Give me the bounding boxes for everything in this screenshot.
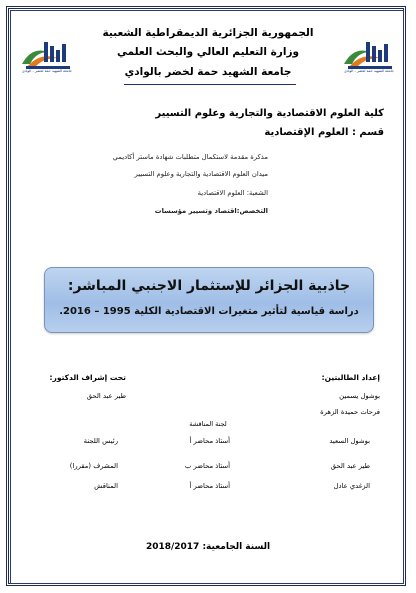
- republic-name: الجمهورية الجزائرية الديمقراطية الشعبية: [102, 27, 314, 39]
- thesis-subtitle: دراسة قياسية لتأثير متغيرات الاقتصادية الكلية 1995 – 2016.: [59, 306, 359, 317]
- committee-member-name: الزغدي عادل: [333, 482, 370, 490]
- faculty-name: كلية العلوم الاقتصادية والتجارية وعلوم التسيير: [155, 108, 384, 119]
- committee-member-rank: أستاذ محاضر أ: [189, 437, 230, 445]
- thesis-field: ميدان العلوم الاقتصادية والتجارية وعلوم التسيير: [134, 170, 268, 178]
- logo-left-caption: جامعة الشهيد حمة لخضر - الوادي: [22, 69, 72, 73]
- committee-member-name: طير عبد الحق: [330, 462, 370, 470]
- supervisor-label: تحت إشراف الدكتور:: [49, 373, 126, 382]
- supervisor-name: طير عبد الحق: [86, 392, 126, 400]
- committee-member-role: المناقش: [94, 482, 118, 490]
- authors-label: إعداد الطالبتين:: [321, 373, 380, 382]
- author-name: فرحات حميدة الزهرة: [320, 408, 380, 416]
- ministry-name: وزارة التعليم العالي والبحث العلمي: [116, 46, 300, 58]
- committee-member-role: المشرف (مقررا): [69, 462, 118, 470]
- thesis-note: مذكرة مقدمة لاستكمال متطلبات شهادة ماستر أكاديمي: [112, 153, 268, 161]
- committee-member-rank: أستاذ محاضر أ: [189, 482, 230, 490]
- academic-year: السنة الجامعية: 2018/2017: [145, 542, 271, 552]
- committee-title: لجنة المناقشة: [189, 420, 227, 428]
- thesis-title: جاذبية الجزائر للإستثمار الاجنبي المباشر:: [67, 278, 351, 294]
- thesis-branch: الشعبة: العلوم الاقتصادية: [197, 189, 268, 197]
- department-name: قسم : العلوم الإقتصادية: [264, 127, 384, 138]
- committee-member-rank: أستاذ محاضر ب: [184, 462, 230, 470]
- author-name: بوشول يسمين: [339, 392, 380, 400]
- committee-member-name: بوشول السعيد: [329, 437, 370, 445]
- thesis-title-box: [44, 267, 374, 333]
- university-name: جامعة الشهيد حمة لخضر بالوادي: [124, 66, 292, 78]
- header-underline: [124, 84, 296, 85]
- committee-member-role: رئيس اللجنة: [83, 437, 118, 445]
- thesis-specialty: التخصص:اقتصاد وتسيير مؤسسات: [154, 207, 268, 215]
- logo-right-caption: جامعة الشهيد حمة لخضر - الوادي: [344, 69, 394, 73]
